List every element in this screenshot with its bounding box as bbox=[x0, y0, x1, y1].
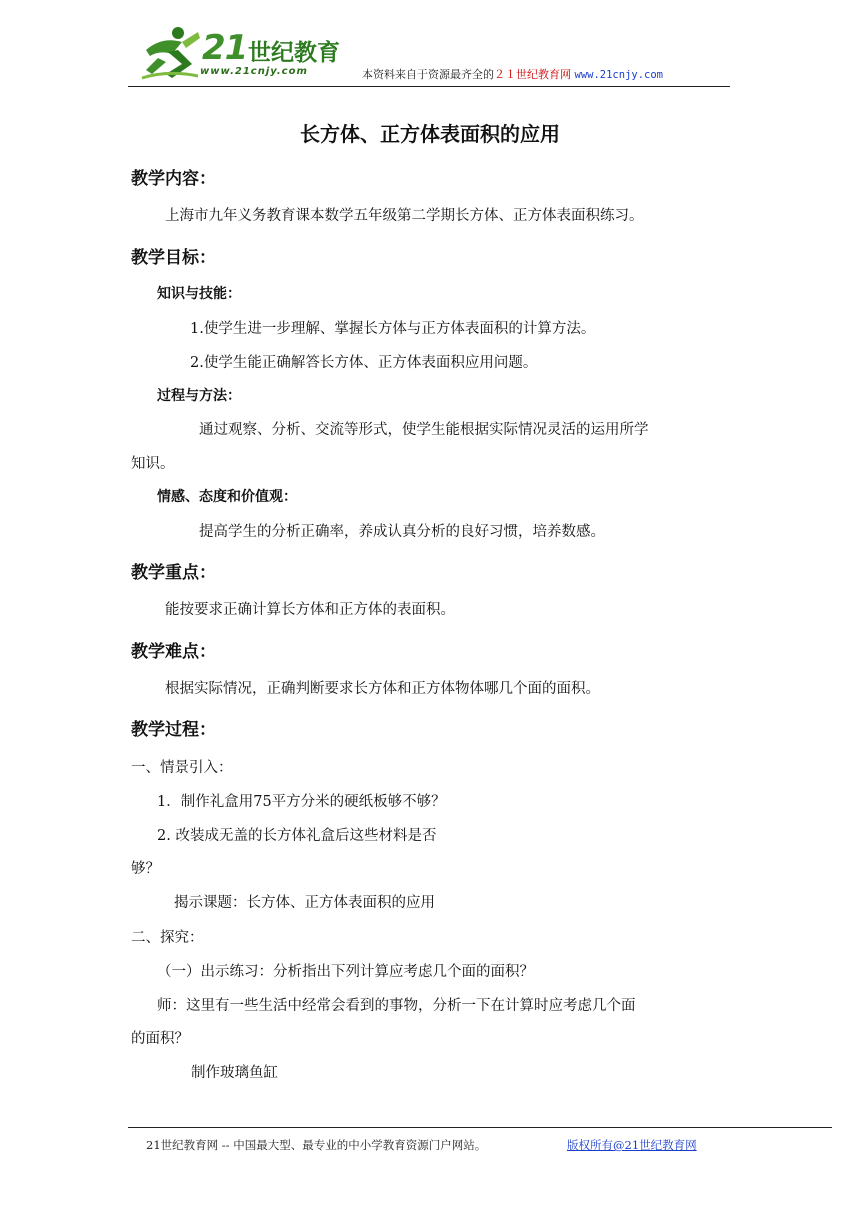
logo-text: 世纪教育 bbox=[248, 40, 340, 66]
process-method-text-2: 知识。 bbox=[131, 456, 175, 472]
header-note-site[interactable]: ２１世纪教育网 bbox=[494, 68, 571, 81]
content-heading: 教学内容： bbox=[131, 169, 216, 189]
teaching-process-heading: 教学过程： bbox=[131, 720, 216, 740]
goals-heading: 教学目标： bbox=[131, 248, 216, 268]
intro-item-2-cont: 够？ bbox=[131, 861, 160, 877]
footer-divider bbox=[128, 1127, 832, 1128]
intro-item-1: 1．制作礼盒用75平方分米的硬纸板够不够？ bbox=[157, 794, 446, 810]
footer-text: 21世纪教育网 -- 中国最大型、最专业的中小学教育资源门户网站。 bbox=[146, 1138, 487, 1152]
header-note-prefix: 本资料来自于资源最齐全的 bbox=[362, 68, 494, 81]
difficulty-heading: 教学难点： bbox=[131, 642, 216, 662]
intro-item-2: 2. 改装成无盖的长方体礼盒后这些材料是否 bbox=[157, 828, 437, 844]
footer-copyright-link[interactable]: 版权所有@21世纪教育网 bbox=[567, 1138, 697, 1152]
knowledge-item-1: 1.使学生进一步理解、掌握长方体与正方体表面积的计算方法。 bbox=[190, 321, 596, 337]
teacher-line-2: 的面积？ bbox=[131, 1031, 189, 1047]
runner-icon bbox=[138, 24, 202, 82]
logo-number: 21 bbox=[202, 28, 248, 68]
header-note bbox=[362, 66, 663, 82]
process-method-heading: 过程与方法： bbox=[157, 388, 241, 404]
teacher-line-1: 师：这里有一些生活中经常会看到的事物，分析一下在计算时应考虑几个面 bbox=[157, 998, 636, 1014]
site-logo[interactable] bbox=[138, 24, 358, 84]
emotion-heading: 情感、态度和价值观： bbox=[157, 489, 297, 505]
header-note-url[interactable]: www.21cnjy.com bbox=[574, 69, 664, 81]
logo-url: www.21cnjy.com bbox=[200, 66, 308, 77]
reveal-topic: 揭示课题：长方体、正方体表面积的应用 bbox=[174, 895, 435, 911]
difficulty-text: 根据实际情况，正确判断要求长方体和正方体物体哪几个面的面积。 bbox=[165, 681, 600, 697]
key-points-text: 能按要求正确计算长方体和正方体的表面积。 bbox=[165, 602, 455, 618]
content-text: 上海市九年义务教育课本数学五年级第二学期长方体、正方体表面积练习。 bbox=[165, 208, 644, 224]
fish-tank-item: 制作玻璃鱼缸 bbox=[191, 1065, 278, 1081]
process-method-text-1: 通过观察、分析、交流等形式，使学生能根据实际情况灵活的运用所学 bbox=[199, 422, 649, 438]
key-points-heading: 教学重点： bbox=[131, 563, 216, 583]
knowledge-heading: 知识与技能： bbox=[157, 286, 241, 302]
knowledge-item-2: 2.使学生能正确解答长方体、正方体表面积应用问题。 bbox=[190, 355, 538, 371]
intro-heading: 一、情景引入： bbox=[131, 760, 233, 776]
exercise-prompt: （一）出示练习：分析指出下列计算应考虑几个面的面积？ bbox=[157, 964, 534, 980]
explore-heading: 二、探究： bbox=[131, 930, 204, 946]
document-title: 长方体、正方体表面积的应用 bbox=[300, 122, 560, 146]
page-header bbox=[128, 22, 730, 87]
emotion-text: 提高学生的分析正确率，养成认真分析的良好习惯，培养数感。 bbox=[199, 524, 605, 540]
